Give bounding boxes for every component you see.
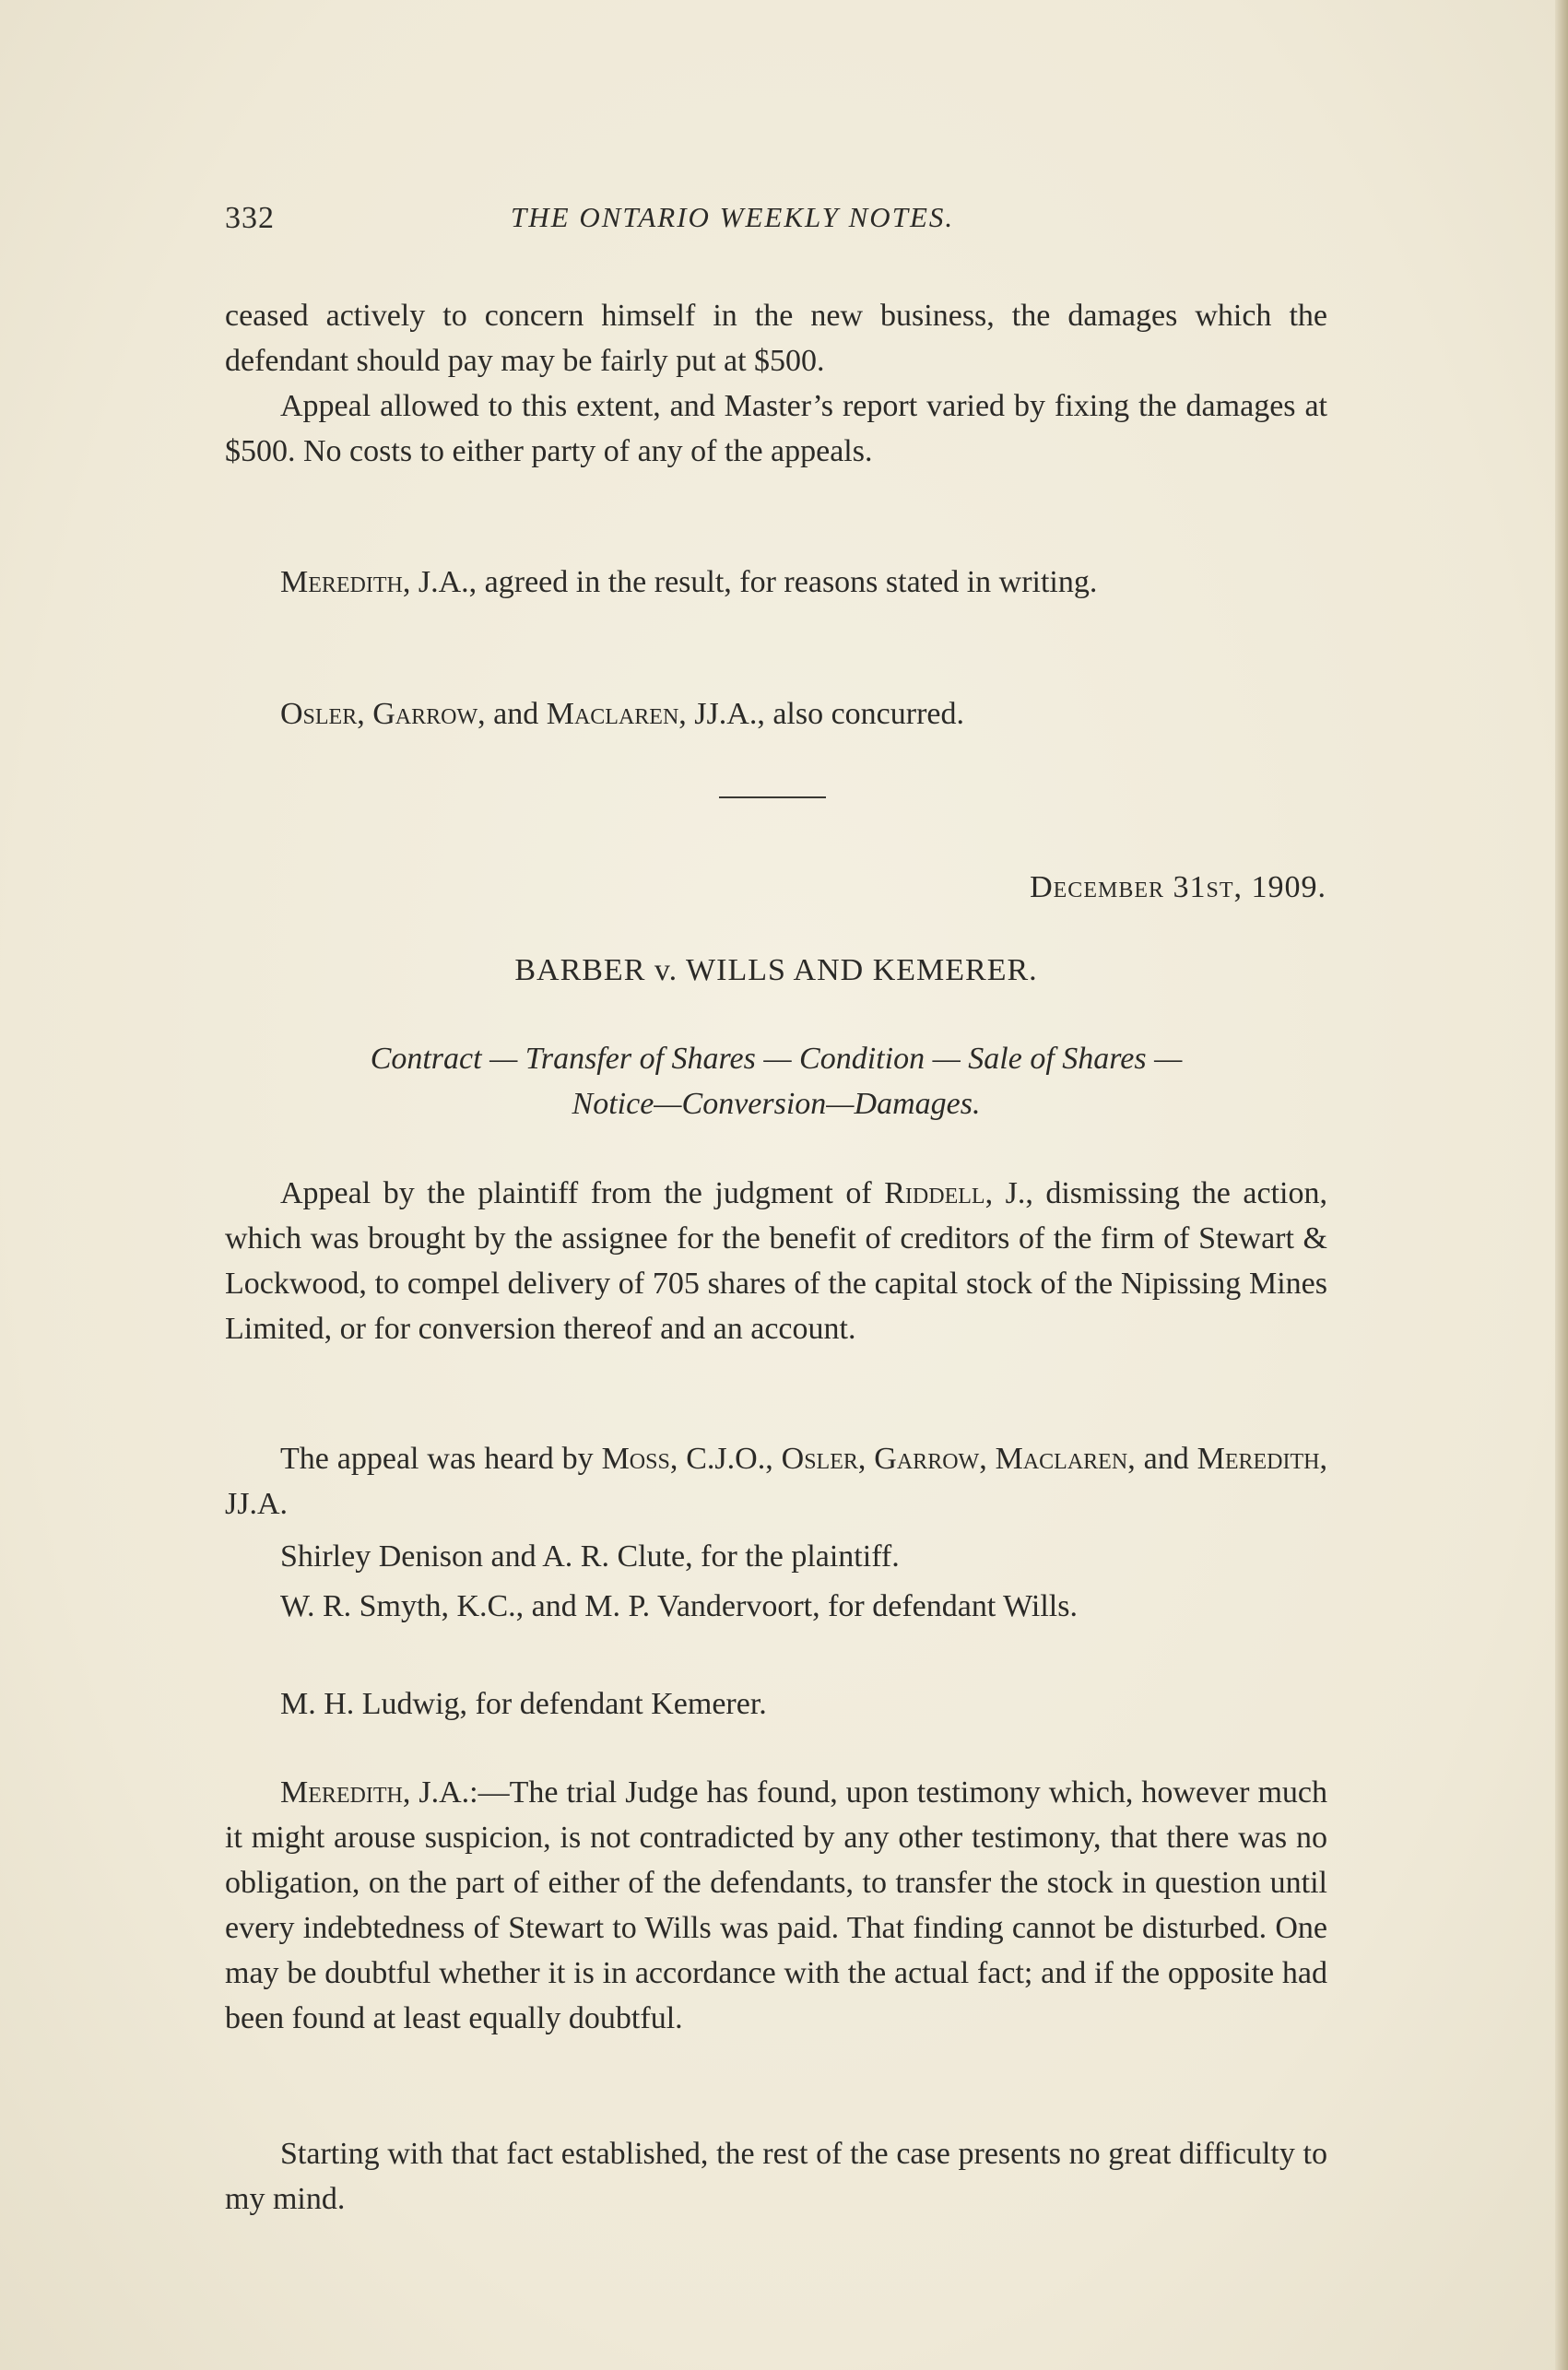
paragraph-text: , J.A., agreed in the result, for reasons stated in writing.: [402, 565, 1098, 599]
paragraph-final: Starting with that fact established, the rest of the case presents no great difficulty to my mind.: [225, 2137, 1327, 2216]
judge-name: Garrow: [874, 1442, 980, 1476]
page-number: 332: [225, 201, 275, 235]
counsel-defendant-wills: W. R. Smyth, K.C., and M. P. Vandervoort, for defendant Wills.: [280, 1589, 1078, 1623]
paragraph-text: , JJ.A., also concurred.: [678, 697, 964, 731]
separator: , JJ.A.: [225, 1442, 1328, 1521]
paragraph-appeal-allowed: Appeal allowed to this extent, and Master’s report varied by fixing the damages at $500. No costs to either party of any of the appeals.: [225, 389, 1327, 468]
judge-name: Maclaren: [546, 697, 679, 731]
judge-name: Garrow: [372, 697, 478, 731]
separator: ,: [979, 1442, 996, 1476]
separator: , C.J.O.,: [669, 1442, 782, 1476]
paragraph-judgment: [225, 1770, 1327, 2041]
case-date: December 31st, 1909.: [1030, 870, 1326, 904]
catchwords: [225, 1036, 1327, 1126]
case-title: BARBER v. WILLS AND KEMERER.: [514, 953, 1038, 987]
section-divider: [719, 796, 826, 798]
counsel-defendant-kemerer: M. H. Ludwig, for defendant Kemerer.: [280, 1687, 767, 1721]
page-header: [225, 201, 1327, 247]
judge-name: Meredith: [1197, 1442, 1320, 1476]
paragraph-text: Appeal by the plaintiff from the judgment of: [280, 1176, 885, 1210]
catchwords-line: Notice—Conversion—Damages.: [572, 1087, 981, 1121]
separator: , and: [477, 697, 547, 731]
paragraph-meredith-agreed: [225, 560, 1327, 605]
judge-name: Meredith: [280, 1775, 403, 1810]
paragraph-text: , J.A.:—The trial Judge has found, upon testimony which, however much it might arouse suspicion, is not contradicted by any other testimony, that there was no obligation, on the part of either of the defendants, to transfer the stock in question until every indebtedness of Stewart to Wills was paid. That finding cannot be disturbed. One may be doubtful whether it is in accordance with the actual fact; and if the opposite had been found at least equally doubtful.: [225, 1775, 1327, 2035]
paragraph-heard-by: [225, 1436, 1327, 1527]
separator: , and: [1127, 1442, 1197, 1476]
catchwords-line: Contract — Transfer of Shares — Condition — Sale of Shares —: [370, 1042, 1183, 1076]
judge-name: Meredith: [280, 565, 403, 599]
judge-name: Moss: [601, 1442, 670, 1476]
counsel-plaintiff: Shirley Denison and A. R. Clute, for the plaintiff.: [280, 1539, 900, 1574]
judge-name: Riddell: [884, 1176, 985, 1210]
page-edge: [1555, 0, 1568, 2370]
paragraph-text: The appeal was heard by: [280, 1442, 602, 1476]
separator: ,: [857, 1442, 875, 1476]
judge-name: Maclaren: [995, 1442, 1128, 1476]
paragraph-text: , J., dismissing the action, which was brought by the assignee for the benefit of creditors of the firm of Stewart & Lockwood, to compel delivery of 705 shares of the capital stock of the Nipissing Mines Limited, or for conversion thereof and an account.: [225, 1176, 1327, 1346]
judge-name: Osler: [280, 697, 358, 731]
separator: ,: [357, 697, 373, 731]
judge-name: Osler: [781, 1442, 858, 1476]
paragraph-damages: ceased actively to concern himself in the new business, the damages which the defendant should pay may be fairly put at $500.: [225, 299, 1327, 378]
running-title: THE ONTARIO WEEKLY NOTES.: [511, 201, 955, 233]
paragraph-appeal-intro: [225, 1171, 1327, 1351]
paragraph-concurred: [225, 691, 1327, 737]
